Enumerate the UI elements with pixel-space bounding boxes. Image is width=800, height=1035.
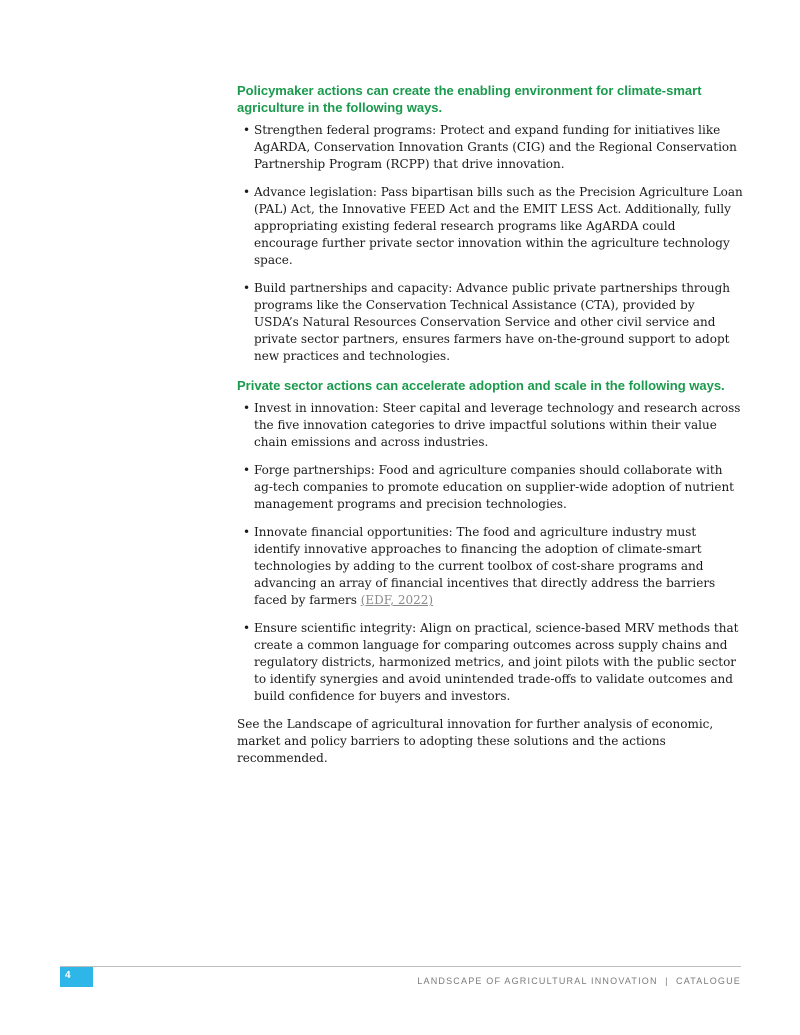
page-number: 4	[60, 967, 93, 987]
private-sector-list	[237, 400, 743, 705]
list-item	[237, 280, 743, 365]
footer-title-text: LANDSCAPE OF AGRICULTURAL INNOVATION | CATALOGUE	[417, 976, 741, 986]
bullet-icon: •	[243, 463, 251, 477]
list-item-text: Build partnerships and capacity: Advance public private partnerships through programs like the Conservation Technical Assistance (CTA), provided by USDA’s Natural Resources Conservation Service and other civil service and private sector partners, ensures farmers have on-the-ground support to adopt new practices and technologies.	[254, 281, 731, 363]
bullet-icon: •	[243, 281, 251, 295]
list-item-text: Innovate financial opportunities: The food and agriculture industry must identify innovative approaches to financing the adoption of climate-smart technologies by adding to the current toolbox of cost-share programs and advancing an array of financial incentives that directly address the barriers faced by farmers	[254, 525, 716, 607]
page-content	[237, 82, 743, 767]
list-item-text: Invest in innovation: Steer capital and leverage technology and research across the five innovation categories to drive impactful solutions within their value chain emissions and across industries.	[254, 401, 741, 449]
list-item-text: Strengthen federal programs: Protect and expand funding for initiatives like AgARDA, Conservation Innovation Grants (CIG) and the Regional Conservation Partnership Program (RCPP) that drive innovation.	[254, 123, 737, 171]
bullet-icon: •	[243, 401, 251, 415]
policy-list	[237, 122, 743, 365]
list-item-text: Advance legislation: Pass bipartisan bills such as the Precision Agriculture Loan (PAL) Act, the Innovative FEED Act and the EMIT LESS Act. Additionally, fully appropriating existing federal research programs like AgARDA could encourage further private sector innovation within the agriculture technology space.	[254, 185, 743, 267]
footer-divider	[60, 966, 741, 967]
list-item	[237, 184, 743, 269]
list-item	[237, 462, 743, 513]
bullet-icon: •	[243, 621, 251, 635]
policy-heading: Policymaker actions can create the enabling environment for climate-smart agriculture in the following ways.	[237, 83, 702, 115]
closing-paragraph: See the Landscape of agricultural innovation for further analysis of economic, market and policy barriers to adopting these solutions and the actions recommended.	[237, 717, 714, 765]
bullet-icon: •	[243, 525, 251, 539]
list-item	[237, 400, 743, 451]
footer-title	[417, 976, 741, 986]
private-sector-heading: Private sector actions can accelerate adoption and scale in the following ways.	[237, 378, 725, 393]
citation-link[interactable]: (EDF, 2022)	[360, 593, 434, 607]
list-item-text: Forge partnerships: Food and agriculture companies should collaborate with ag-tech companies to promote education on supplier-wide adoption of nutrient management programs and precision technologies.	[254, 463, 734, 511]
list-item	[237, 524, 743, 609]
list-item	[237, 122, 743, 173]
list-item	[237, 620, 743, 705]
list-item-text: Ensure scientific integrity: Align on practical, science-based MRV methods that create a common language for comparing outcomes across supply chains and regulatory districts, harmonized metrics, and joint pilots with the public sector to identify synergies and avoid unintended trade-offs to validate outcomes and build confidence for buyers and investors.	[254, 621, 739, 703]
bullet-icon: •	[243, 123, 251, 137]
bullet-icon: •	[243, 185, 251, 199]
